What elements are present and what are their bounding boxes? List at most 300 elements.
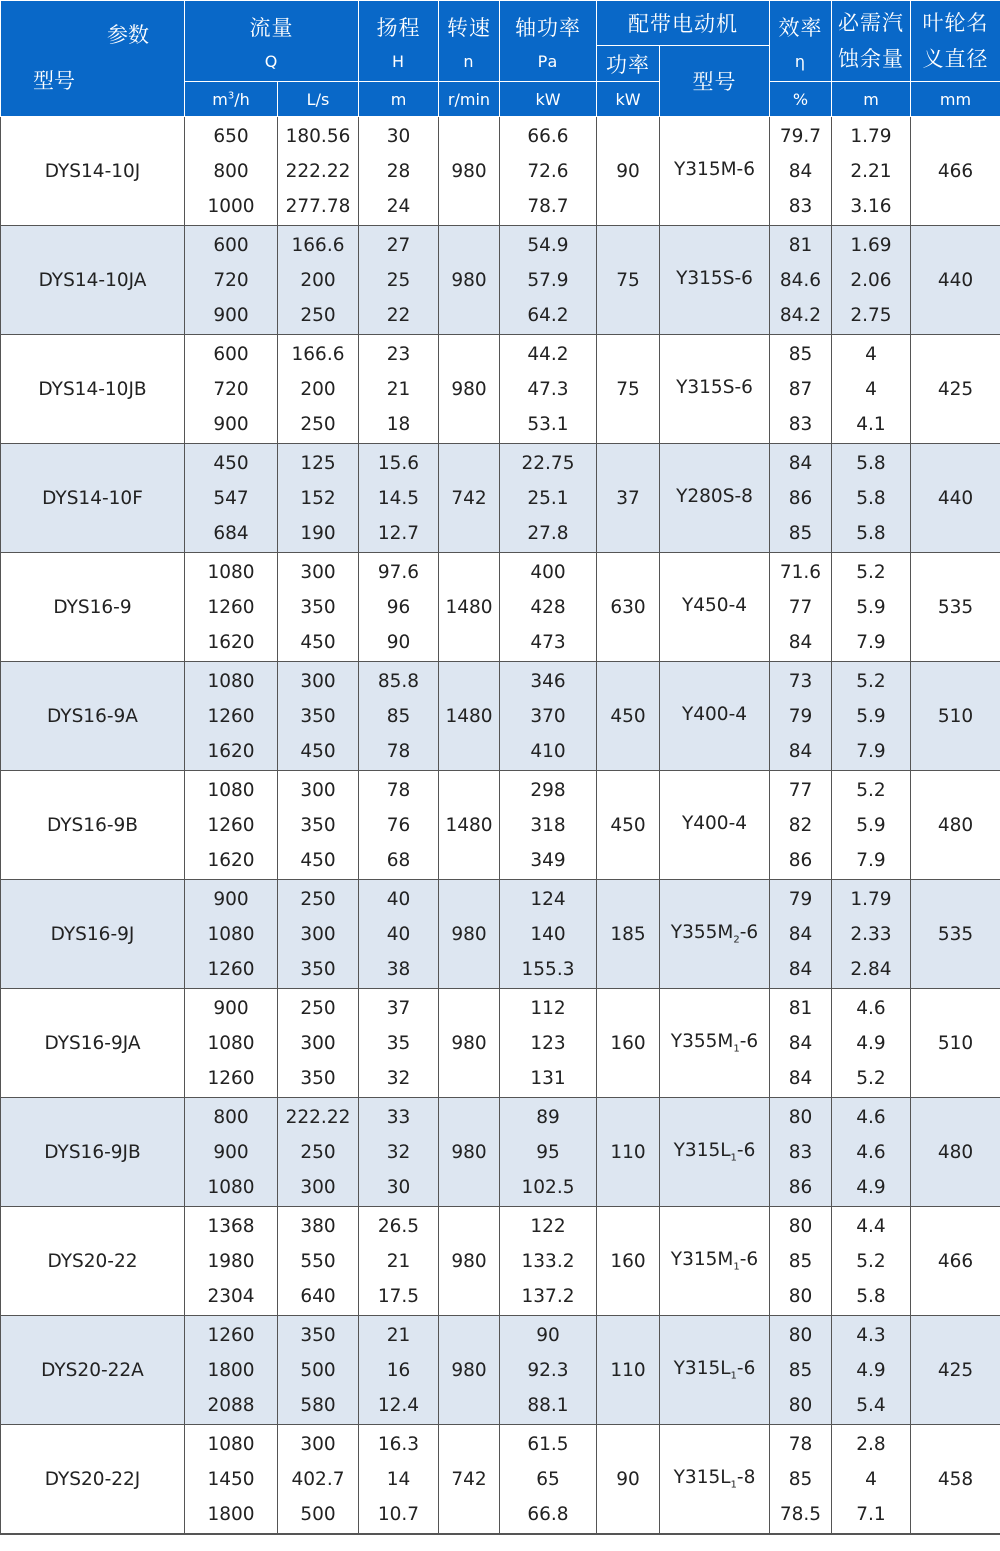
efficiency-cell — [770, 1316, 832, 1425]
npsh-cell-value: 4.1 — [856, 413, 886, 435]
motor-power-cell: 450 — [597, 771, 660, 880]
flow-m3h-cell — [185, 771, 278, 880]
speed-label: 转速 — [447, 15, 491, 40]
flow-ls-cell-value: 300 — [300, 1032, 336, 1054]
head-cell — [359, 117, 439, 226]
unit-impeller: mm — [911, 82, 1000, 117]
shaft-power-cell-value: 137.2 — [521, 1285, 575, 1307]
efficiency-cell-value: 86 — [788, 849, 813, 871]
motor-power-header: 功率 — [597, 46, 660, 82]
npsh-cell-value: 2.84 — [850, 958, 892, 980]
head-label: 扬程 — [376, 15, 421, 40]
impeller-diameter-cell: 440 — [911, 226, 1000, 335]
head-cell-value: 27 — [386, 234, 411, 256]
flow-ls-cell-value: 550 — [300, 1250, 336, 1272]
npsh-cell-value: 5.2 — [856, 561, 886, 583]
flow-m3h-cell-value: 720 — [213, 269, 249, 291]
head-cell-value: 30 — [386, 125, 411, 147]
table-row — [1, 1098, 1000, 1207]
efficiency-cell — [770, 771, 832, 880]
npsh-cell-value: 4.4 — [856, 1215, 886, 1237]
npsh-cell-value: 5.2 — [856, 670, 886, 692]
flow-ls-cell-value: 350 — [300, 705, 336, 727]
shaft-power-cell-value: 400 — [530, 561, 566, 583]
shaft-power-cell — [500, 771, 597, 880]
flow-m3h-cell — [185, 553, 278, 662]
head-cell — [359, 444, 439, 553]
shaft-power-cell — [500, 989, 597, 1098]
efficiency-cell — [770, 1425, 832, 1535]
efficiency-cell — [770, 1207, 832, 1316]
unit-motor-power: kW — [597, 82, 660, 117]
flow-ls-cell-value: 350 — [300, 1324, 336, 1346]
shaft-power-cell-value: 346 — [530, 670, 566, 692]
shaft-power-cell — [500, 335, 597, 444]
table-row — [1, 771, 1000, 880]
head-cell-value: 76 — [386, 814, 411, 836]
impeller-diameter-cell: 480 — [911, 771, 1000, 880]
efficiency-cell-value: 81 — [788, 997, 813, 1019]
flow-m3h-cell-value: 1000 — [207, 195, 255, 217]
motor-model-prefix: Y315L — [673, 1358, 731, 1380]
motor-model-cell — [660, 553, 770, 662]
head-symbol: H — [391, 51, 406, 71]
motor-model-suffix: -6 — [736, 1140, 756, 1162]
shaft-power-cell-value: 112 — [530, 997, 566, 1019]
head-cell — [359, 771, 439, 880]
motor-power-cell: 185 — [597, 880, 660, 989]
motor-model-cell — [660, 880, 770, 989]
head-cell-value: 10.7 — [377, 1503, 420, 1525]
efficiency-cell-value: 85 — [788, 522, 813, 544]
motor-model-subscript: 1 — [730, 1152, 737, 1164]
table-row — [1, 335, 1000, 444]
shaft-power-cell-value: 89 — [536, 1106, 560, 1128]
motor-model-suffix: -6 — [739, 922, 759, 944]
motor-model-cell — [660, 1425, 770, 1535]
flow-ls-cell — [278, 335, 359, 444]
flow-ls-cell — [278, 1207, 359, 1316]
flow-m3h-cell-value: 1080 — [207, 779, 255, 801]
head-cell-value: 40 — [386, 923, 411, 945]
npsh-cell-value: 2.33 — [850, 923, 892, 945]
model-cell: DYS14-10JA — [1, 226, 185, 335]
shaft-power-cell-value: 92.3 — [527, 1359, 569, 1381]
flow-header — [185, 1, 359, 82]
unit-m3h-base: m — [212, 89, 228, 109]
motor-model-cell — [660, 226, 770, 335]
npsh-cell-value: 5.8 — [856, 1285, 886, 1307]
efficiency-cell-value: 84.6 — [779, 269, 822, 291]
impeller-diameter-cell: 510 — [911, 662, 1000, 771]
flow-m3h-cell-value: 900 — [213, 1141, 249, 1163]
flow-m3h-cell-value: 1260 — [207, 596, 255, 618]
efficiency-cell — [770, 553, 832, 662]
speed-cell: 980 — [439, 880, 500, 989]
efficiency-cell-value: 84 — [788, 958, 813, 980]
efficiency-cell-value: 86 — [788, 1176, 813, 1198]
flow-m3h-cell-value: 1080 — [207, 670, 255, 692]
head-cell — [359, 1425, 439, 1535]
npsh-header — [832, 1, 911, 82]
efficiency-cell-value: 84 — [788, 740, 813, 762]
flow-m3h-cell-value: 1620 — [207, 631, 255, 653]
flow-ls-cell-value: 380 — [300, 1215, 336, 1237]
npsh-cell-value: 4.3 — [856, 1324, 886, 1346]
head-cell-value: 33 — [386, 1106, 411, 1128]
shaft-power-cell — [500, 1098, 597, 1207]
npsh-cell-value: 3.16 — [850, 195, 892, 217]
flow-ls-cell — [278, 1425, 359, 1535]
speed-cell: 742 — [439, 1425, 500, 1535]
flow-m3h-cell-value: 547 — [213, 487, 249, 509]
flow-m3h-cell — [185, 444, 278, 553]
flow-m3h-cell — [185, 989, 278, 1098]
head-cell-value: 28 — [386, 160, 411, 182]
head-cell-value: 32 — [386, 1141, 411, 1163]
motor-model-suffix: -6 — [736, 1358, 756, 1380]
efficiency-cell-value: 84 — [788, 452, 813, 474]
model-cell: DYS20-22A — [1, 1316, 185, 1425]
efficiency-cell-value: 84 — [788, 160, 813, 182]
impeller-diameter-cell: 535 — [911, 553, 1000, 662]
flow-m3h-cell — [185, 1207, 278, 1316]
motor-model-prefix: Y315L — [673, 1140, 731, 1162]
head-cell-value: 24 — [386, 195, 411, 217]
motor-model-subscript: 1 — [733, 1261, 740, 1273]
model-cell: DYS16-9 — [1, 553, 185, 662]
motor-model-cell — [660, 444, 770, 553]
head-cell-value: 16 — [386, 1359, 411, 1381]
head-cell-value: 14.5 — [377, 487, 420, 509]
shaft-power-cell-value: 78.7 — [527, 195, 569, 217]
head-cell — [359, 1207, 439, 1316]
head-cell-value: 17.5 — [377, 1285, 420, 1307]
motor-model-subscript: 1 — [730, 1370, 737, 1382]
npsh-cell-value: 5.8 — [856, 487, 886, 509]
flow-m3h-cell-value: 800 — [213, 160, 249, 182]
shaft-power-cell-value: 66.8 — [527, 1503, 569, 1525]
speed-cell: 1480 — [439, 771, 500, 880]
shaft-power-cell-value: 428 — [530, 596, 566, 618]
npsh-cell-value: 5.8 — [856, 522, 886, 544]
head-header — [359, 1, 439, 82]
table-header — [1, 1, 1000, 117]
flow-m3h-cell-value: 2088 — [207, 1394, 255, 1416]
shaft-power-cell-value: 88.1 — [527, 1394, 569, 1416]
efficiency-cell-value: 78 — [788, 1433, 813, 1455]
npsh-cell-value: 1.79 — [850, 125, 892, 147]
shaft-power-cell-value: 155.3 — [521, 958, 575, 980]
head-cell — [359, 880, 439, 989]
unit-m3h — [185, 82, 278, 117]
npsh-cell — [832, 1316, 911, 1425]
motor-header: 配带电动机 — [597, 1, 770, 46]
motor-model-suffix: -6 — [739, 1031, 759, 1053]
shaft-power-cell-value: 318 — [530, 814, 566, 836]
npsh-cell-value: 4.9 — [856, 1176, 886, 1198]
npsh-cell-value: 5.2 — [856, 1250, 886, 1272]
efficiency-header — [770, 1, 832, 82]
efficiency-cell-value: 80 — [788, 1285, 813, 1307]
flow-m3h-cell-value: 1260 — [207, 958, 255, 980]
npsh-cell-value: 1.79 — [850, 888, 892, 910]
efficiency-cell-value: 84.2 — [779, 304, 822, 326]
shaft-power-cell-value: 47.3 — [527, 378, 569, 400]
efficiency-cell-value: 86 — [788, 487, 813, 509]
motor-power-cell: 160 — [597, 1207, 660, 1316]
npsh-cell-value: 5.8 — [856, 452, 886, 474]
efficiency-symbol: η — [794, 51, 807, 71]
impeller-label-2: 义直径 — [922, 47, 989, 71]
impeller-header — [911, 1, 1000, 82]
flow-m3h-cell-value: 1800 — [207, 1359, 255, 1381]
flow-ls-cell-value: 222.22 — [285, 160, 351, 182]
shaft-power-cell-value: 473 — [530, 631, 566, 653]
head-cell-value: 97.6 — [377, 561, 420, 583]
motor-model-suffix: -8 — [736, 1467, 756, 1489]
motor-model-cell — [660, 117, 770, 226]
shaft-power-cell-value: 131 — [530, 1067, 566, 1089]
flow-m3h-cell — [185, 226, 278, 335]
flow-m3h-cell — [185, 662, 278, 771]
shaft-power-cell-value: 25.1 — [527, 487, 569, 509]
shaft-power-cell-value: 349 — [530, 849, 566, 871]
flow-m3h-cell-value: 720 — [213, 378, 249, 400]
head-cell-value: 16.3 — [377, 1433, 420, 1455]
shaft-power-cell — [500, 1316, 597, 1425]
shaft-power-cell-value: 102.5 — [521, 1176, 575, 1198]
shaft-power-cell — [500, 662, 597, 771]
motor-model-cell — [660, 662, 770, 771]
flow-ls-cell-value: 125 — [300, 452, 336, 474]
flow-m3h-cell-value: 800 — [213, 1106, 249, 1128]
efficiency-cell — [770, 989, 832, 1098]
flow-m3h-cell-value: 1260 — [207, 1067, 255, 1089]
flow-m3h-cell — [185, 1316, 278, 1425]
flow-ls-cell-value: 350 — [300, 958, 336, 980]
flow-ls-cell-value: 300 — [300, 561, 336, 583]
flow-m3h-cell — [185, 1098, 278, 1207]
shaft-power-cell-value: 53.1 — [527, 413, 569, 435]
motor-model-prefix: Y400-4 — [681, 704, 748, 726]
speed-cell: 980 — [439, 1207, 500, 1316]
shaft-power-cell-value: 64.2 — [527, 304, 569, 326]
flow-ls-cell-value: 300 — [300, 779, 336, 801]
head-cell-value: 22 — [386, 304, 411, 326]
speed-header — [439, 1, 500, 82]
impeller-label-1: 叶轮名 — [922, 11, 989, 35]
head-cell-value: 37 — [386, 997, 411, 1019]
shaft-power-cell-value: 66.6 — [527, 125, 569, 147]
flow-ls-cell-value: 180.56 — [285, 125, 351, 147]
impeller-diameter-cell: 425 — [911, 1316, 1000, 1425]
model-cell: DYS14-10J — [1, 117, 185, 226]
model-cell: DYS20-22 — [1, 1207, 185, 1316]
npsh-cell — [832, 335, 911, 444]
table-row — [1, 1425, 1000, 1535]
npsh-cell — [832, 226, 911, 335]
impeller-diameter-cell: 425 — [911, 335, 1000, 444]
flow-m3h-cell — [185, 880, 278, 989]
shaft-power-cell-value: 22.75 — [521, 452, 575, 474]
model-cell: DYS16-9JB — [1, 1098, 185, 1207]
flow-m3h-cell — [185, 335, 278, 444]
npsh-cell-value: 5.4 — [856, 1394, 886, 1416]
flow-m3h-cell-value: 684 — [213, 522, 249, 544]
efficiency-cell-value: 80 — [788, 1106, 813, 1128]
impeller-diameter-cell: 466 — [911, 117, 1000, 226]
table-row — [1, 989, 1000, 1098]
head-cell-value: 21 — [386, 1250, 411, 1272]
flow-ls-cell-value: 450 — [300, 849, 336, 871]
motor-model-prefix: Y355M — [670, 1031, 734, 1053]
flow-m3h-cell-value: 1260 — [207, 1324, 255, 1346]
head-cell-value: 12.7 — [377, 522, 420, 544]
npsh-cell-value: 4.6 — [856, 997, 886, 1019]
efficiency-cell-value: 84 — [788, 631, 813, 653]
npsh-cell-value: 1.69 — [850, 234, 892, 256]
param-label: 参数 — [107, 23, 149, 47]
unit-m3h-sup: 3 — [227, 90, 235, 102]
shaft-power-cell-value: 61.5 — [527, 1433, 569, 1455]
motor-model-subscript: 1 — [730, 1479, 737, 1491]
head-cell-value: 12.4 — [377, 1394, 420, 1416]
flow-ls-cell-value: 300 — [300, 1433, 336, 1455]
efficiency-cell-value: 84 — [788, 1067, 813, 1089]
efficiency-cell — [770, 880, 832, 989]
flow-ls-cell-value: 250 — [300, 304, 336, 326]
efficiency-label: 效率 — [778, 15, 823, 40]
flow-m3h-cell-value: 1080 — [207, 1176, 255, 1198]
efficiency-cell-value: 80 — [788, 1394, 813, 1416]
table-row — [1, 226, 1000, 335]
motor-model-prefix: Y315M-6 — [673, 159, 756, 181]
efficiency-cell — [770, 117, 832, 226]
model-cell: DYS20-22J — [1, 1425, 185, 1535]
model-label: 型号 — [33, 69, 75, 93]
motor-model-prefix: Y280S-8 — [676, 486, 753, 508]
flow-ls-cell — [278, 989, 359, 1098]
head-cell-value: 85.8 — [377, 670, 420, 692]
flow-m3h-cell-value: 1080 — [207, 561, 255, 583]
flow-m3h-cell-value: 900 — [213, 888, 249, 910]
flow-m3h-cell-value: 1620 — [207, 740, 255, 762]
shaft-power-header — [500, 1, 597, 82]
flow-ls-cell — [278, 1316, 359, 1425]
head-cell-value: 30 — [386, 1176, 411, 1198]
flow-ls-cell-value: 350 — [300, 814, 336, 836]
npsh-cell — [832, 1207, 911, 1316]
speed-cell: 1480 — [439, 662, 500, 771]
motor-model-cell — [660, 1098, 770, 1207]
shaft-power-cell-value: 95 — [536, 1141, 560, 1163]
npsh-cell — [832, 117, 911, 226]
head-cell-value: 21 — [386, 1324, 411, 1346]
unit-shaft-power: kW — [500, 82, 597, 117]
head-cell-value: 18 — [386, 413, 411, 435]
speed-cell: 980 — [439, 1098, 500, 1207]
npsh-cell-value: 4.9 — [856, 1359, 886, 1381]
impeller-diameter-cell: 458 — [911, 1425, 1000, 1535]
head-cell-value: 23 — [386, 343, 411, 365]
head-cell-value: 78 — [386, 740, 411, 762]
flow-ls-cell — [278, 117, 359, 226]
efficiency-cell-value: 80 — [788, 1324, 813, 1346]
efficiency-cell-value: 79 — [788, 888, 813, 910]
flow-m3h-cell-value: 1620 — [207, 849, 255, 871]
unit-head: m — [359, 82, 439, 117]
unit-ls: L/s — [278, 82, 359, 117]
speed-symbol: n — [463, 51, 475, 71]
shaft-power-cell-value: 123 — [530, 1032, 566, 1054]
flow-ls-cell-value: 250 — [300, 888, 336, 910]
npsh-cell-value: 4 — [865, 343, 877, 365]
efficiency-cell-value: 78.5 — [779, 1503, 822, 1525]
head-cell-value: 78 — [386, 779, 411, 801]
motor-power-cell: 160 — [597, 989, 660, 1098]
unit-speed: r/min — [439, 82, 500, 117]
flow-m3h-cell-value: 2304 — [207, 1285, 255, 1307]
shaft-power-symbol: Pa — [537, 51, 559, 71]
efficiency-cell-value: 83 — [788, 195, 813, 217]
efficiency-cell-value: 80 — [788, 1215, 813, 1237]
shaft-power-cell-value: 124 — [530, 888, 566, 910]
efficiency-cell-value: 85 — [788, 1359, 813, 1381]
efficiency-cell-value: 77 — [788, 779, 813, 801]
head-cell-value: 90 — [386, 631, 411, 653]
flow-m3h-cell-value: 600 — [213, 234, 249, 256]
head-cell-value: 68 — [386, 849, 411, 871]
flow-ls-cell-value: 300 — [300, 923, 336, 945]
head-cell — [359, 226, 439, 335]
shaft-power-cell-value: 410 — [530, 740, 566, 762]
flow-ls-cell-value: 222.22 — [285, 1106, 351, 1128]
npsh-cell — [832, 1098, 911, 1207]
head-cell — [359, 662, 439, 771]
unit-efficiency: % — [770, 82, 832, 117]
motor-model-prefix: Y315S-6 — [676, 377, 753, 399]
flow-ls-cell-value: 450 — [300, 740, 336, 762]
flow-ls-cell — [278, 880, 359, 989]
model-cell: DYS16-9A — [1, 662, 185, 771]
head-cell-value: 26.5 — [377, 1215, 420, 1237]
flow-label: 流量 — [249, 15, 294, 40]
npsh-cell-value: 7.9 — [856, 740, 886, 762]
motor-model-header: 型号 — [660, 46, 770, 117]
motor-model-subscript: 2 — [733, 934, 740, 946]
motor-model-cell — [660, 771, 770, 880]
motor-power-cell: 75 — [597, 226, 660, 335]
motor-power-cell: 75 — [597, 335, 660, 444]
flow-ls-cell-value: 300 — [300, 1176, 336, 1198]
speed-cell: 980 — [439, 989, 500, 1098]
npsh-cell-value: 2.75 — [850, 304, 892, 326]
flow-m3h-cell-value: 600 — [213, 343, 249, 365]
efficiency-cell-value: 79.7 — [779, 125, 822, 147]
head-cell-value: 32 — [386, 1067, 411, 1089]
flow-ls-cell-value: 300 — [300, 670, 336, 692]
npsh-cell — [832, 444, 911, 553]
head-cell-value: 35 — [386, 1032, 411, 1054]
flow-ls-cell — [278, 553, 359, 662]
efficiency-cell-value: 84 — [788, 1032, 813, 1054]
head-cell — [359, 335, 439, 444]
flow-m3h-cell-value: 1450 — [207, 1468, 255, 1490]
flow-ls-cell — [278, 444, 359, 553]
efficiency-cell-value: 81 — [788, 234, 813, 256]
impeller-diameter-cell: 480 — [911, 1098, 1000, 1207]
